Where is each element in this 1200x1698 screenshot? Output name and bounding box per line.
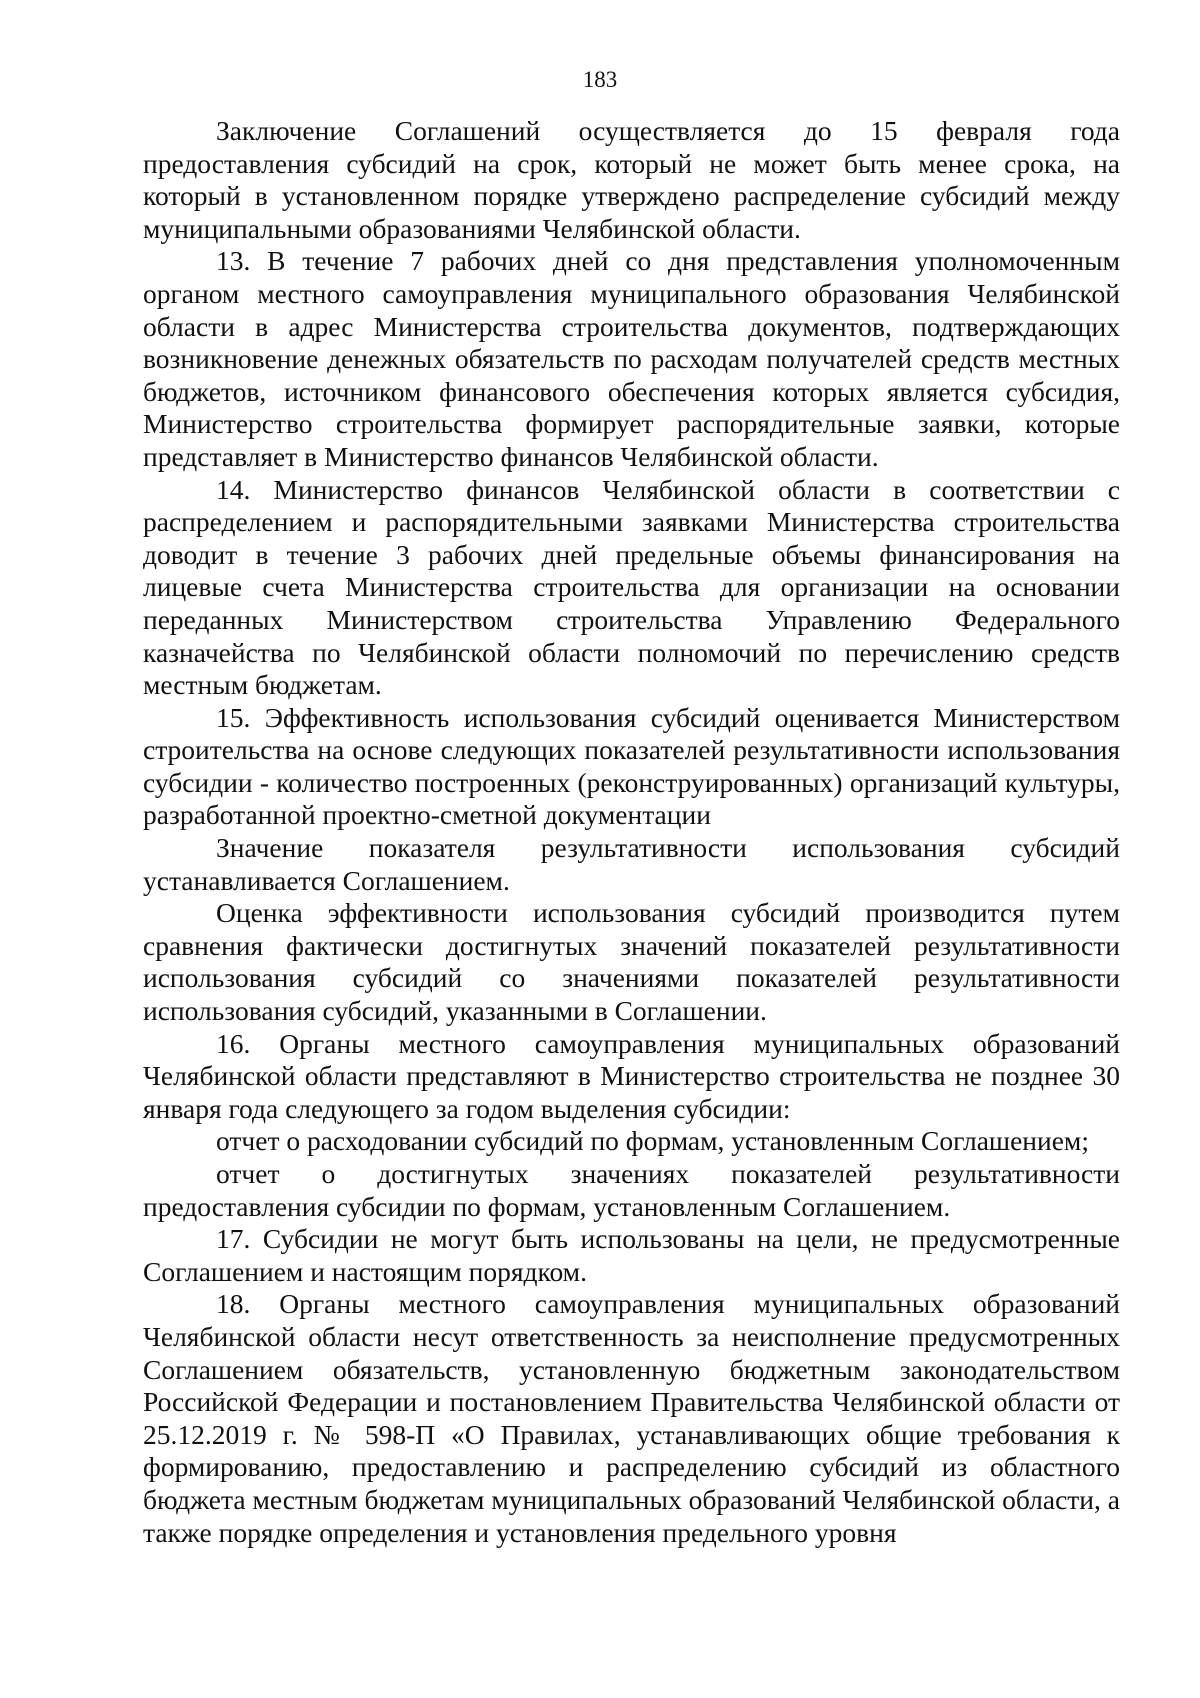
paragraph-18: 18. Органы местного самоуправления муниципальных образований Челябинской области несут ответственность за неисполнение предусмотренных Соглашением обязательств, установленную бюджетным законодательством Российской Федерации и постановлением Правительства Челябинской области от 25.12.2019 г. № 598-П «О Правилах, устанавливающих общие требования к формированию, предоставлению и распределению субсидий из областного бюджета местным бюджетам муниципальных образований Челябинской области, а также порядке определения и установления предельного уровня bbox=[143, 1288, 1120, 1548]
paragraph-14: 14. Министерство финансов Челябинской области в соответствии с распределением и распорядительными заявками Министерства строительства доводит в течение 3 рабочих дней предельные объемы финансирования на лицевые счета Министерства строительства для организации на основании переданных Министерством строительства Управлению Федерального казначейства по Челябинской области полномочий по перечислению средств местным бюджетам. bbox=[143, 473, 1120, 701]
paragraph-indicator-value: Значение показателя результативности использования субсидий устанавливается Соглашением. bbox=[143, 832, 1120, 896]
page-number: 183 bbox=[582, 67, 618, 92]
paragraph-16: 16. Органы местного самоуправления муниципальных образований Челябинской области представляют в Министерство строительства не позднее 30 января года следующего за годом выделения субсидии: bbox=[143, 1027, 1120, 1124]
paragraph-report-expenditure: отчет о расходовании субсидий по формам, установленным Соглашением; bbox=[216, 1125, 1089, 1157]
paragraph-13: 13. В течение 7 рабочих дней со дня представления уполномоченным органом местного самоуправления муниципального образования Челябинской области в адрес Министерства строительства документов, подтверждающих возникновение денежных обязательств по расходам получателей средств местных бюджетов, источником финансового обеспечения которых является субсидия, Министерство строительства формирует распорядительные заявки, которые представляет в Министерство финансов Челябинской области. bbox=[143, 245, 1120, 472]
paragraph-efficiency-assessment: Оценка эффективности использования субсидий производится путем сравнения фактически достигнутых значений показателей результативности использования субсидий со значениями показателей результативности использования субсидий, указанными в Соглашении. bbox=[143, 897, 1120, 1027]
paragraph-report-indicators: отчет о достигнутых значениях показателей результативности предоставления субсидии по формам, установленным Соглашением. bbox=[143, 1158, 1120, 1222]
paragraph-agreement-deadline: Заключение Соглашений осуществляется до 15 февраля года предоставления субсидий на срок, который не может быть менее срока, на который в установленном порядке утверждено распределение субсидий между муниципальными образованиями Челябинской области. bbox=[143, 115, 1120, 244]
paragraph-17: 17. Субсидии не могут быть использованы на цели, не предусмотренные Соглашением и настоящим порядком. bbox=[143, 1223, 1120, 1287]
document-body bbox=[143, 115, 1120, 1549]
paragraph-15: 15. Эффективность использования субсидий оценивается Министерством строительства на основе следующих показателей результативности использования субсидии - количество построенных (реконструированных) организаций культуры, разработанной проектно-сметной документации bbox=[143, 701, 1120, 831]
